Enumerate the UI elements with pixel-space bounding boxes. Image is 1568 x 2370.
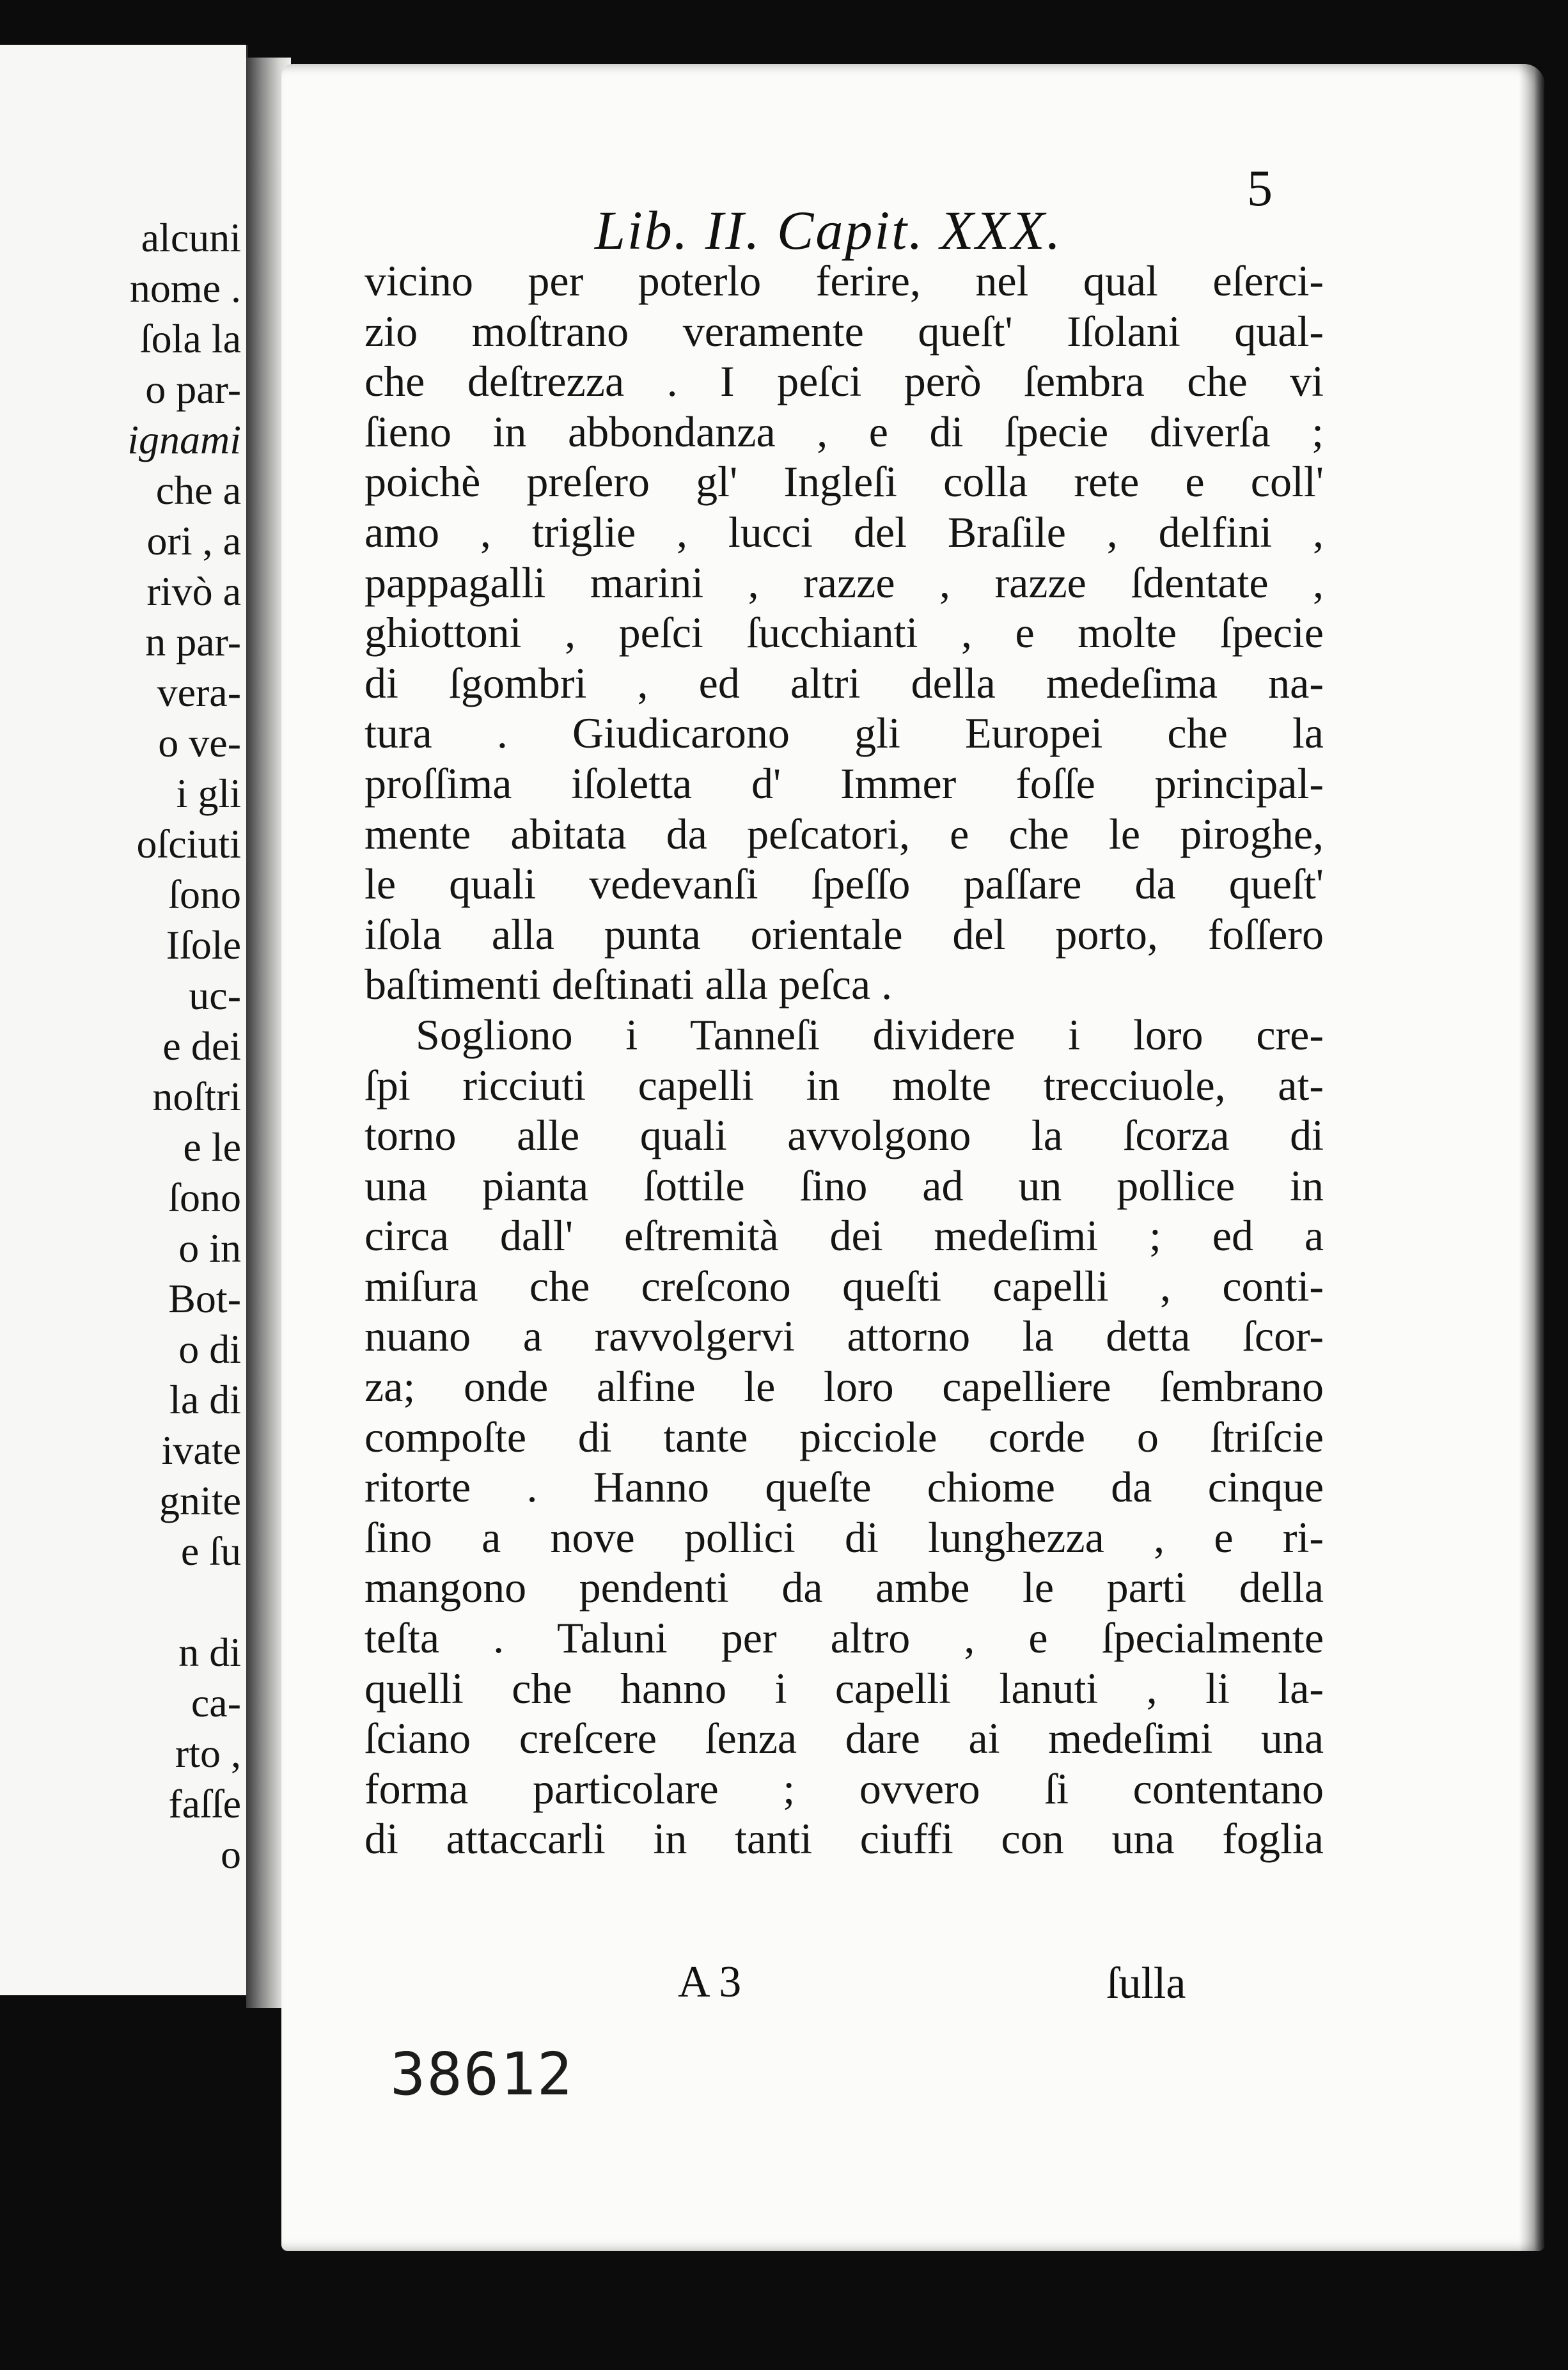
left-page-line: i gli	[176, 771, 241, 816]
text-line: mente abitata da peſcatori, e che le piroghe,	[365, 809, 1324, 858]
text-line: ritorte . Hanno queſte chiome da cinque	[365, 1463, 1324, 1512]
text-line: iſola alla punta orientale del porto, foſſero	[365, 909, 1324, 959]
left-page-line: gnite	[159, 1478, 241, 1523]
left-page-line: la di	[169, 1377, 241, 1422]
text-line: miſura che creſcono queſti capelli , conti-	[365, 1261, 1324, 1310]
text-line: amo , triglie , lucci del Braſile , delfini ,	[365, 507, 1324, 556]
text-line: za; onde alfine le loro capelliere ſembrano	[365, 1362, 1324, 1411]
left-page-line: o di	[178, 1326, 241, 1372]
left-page-line: n par-	[145, 619, 241, 664]
text-line: mangono pendenti da ambe le parti della	[365, 1563, 1324, 1612]
left-page-line: uc-	[189, 973, 241, 1018]
left-page-line: o par-	[145, 366, 241, 412]
text-line: nuano a ravvolgervi attorno la detta ſcor-	[365, 1312, 1324, 1361]
text-line: teſta . Taluni per altro , e ſpecialmente	[365, 1613, 1324, 1663]
body-text	[365, 256, 1324, 1864]
left-page-line: che a	[155, 467, 241, 513]
left-page-line: o ve-	[158, 720, 241, 765]
left-page-line: alcuni	[141, 215, 241, 260]
left-page-line: noſtri	[152, 1074, 241, 1119]
left-page-line: ignami	[127, 417, 241, 462]
left-page-line: Iſole	[166, 922, 241, 968]
text-line: le quali vedevanſi ſpeſſo paſſare da queſt'	[365, 859, 1324, 909]
text-line: ſieno in abbondanza , e di ſpecie diverſa ;	[365, 407, 1324, 456]
left-page-line: ivate	[161, 1427, 241, 1473]
text-line: di attaccarli in tanti ciuffi con una foglia	[365, 1814, 1324, 1864]
page-edge-shadow	[1519, 64, 1544, 2251]
signature-mark: A 3	[678, 1958, 742, 2007]
text-line: ſpi ricciuti capelli in molte trecciuole, at-	[365, 1060, 1324, 1110]
text-line: ſciano creſcere ſenza dare ai medeſimi una	[365, 1714, 1324, 1763]
text-line: ghiottoni , peſci ſucchianti , e molte ſpecie	[365, 608, 1324, 657]
left-page-line: ſono	[168, 1175, 241, 1220]
text-line: tura . Giudicarono gli Europei che la	[365, 709, 1324, 758]
left-page-line: ca-	[191, 1680, 241, 1725]
text-line: pappagalli marini , razze , razze ſdentate ,	[365, 558, 1324, 607]
left-page-line: o	[221, 1832, 241, 1877]
left-page-fragment	[0, 45, 248, 1995]
left-page-line: vera-	[157, 670, 241, 715]
text-line: Sogliono i Tanneſi dividere i loro cre-	[416, 1010, 1324, 1059]
left-page-line: e dei	[162, 1023, 241, 1069]
left-page-line: rto ,	[175, 1730, 241, 1776]
catchword: ſulla	[1106, 1959, 1186, 2008]
left-page-line: ſola la	[139, 316, 241, 361]
left-page-line: ſono	[168, 872, 241, 917]
text-line: torno alle quali avvolgono la ſcorza di	[365, 1111, 1324, 1160]
left-page-line: e le	[183, 1124, 241, 1170]
text-line: una pianta ſottile ſino ad un pollice in	[365, 1161, 1324, 1210]
text-line: baſtimenti deſtinati alla peſca .	[365, 960, 893, 1009]
text-line: proſſima iſoletta d' Immer foſſe principal-	[365, 758, 1324, 808]
left-page-line: nome .	[129, 265, 241, 311]
text-line: circa dall' eſtremità dei medeſimi ; ed a	[365, 1211, 1324, 1260]
left-page-line: rivò a	[146, 569, 241, 614]
text-line: compoſte di tante picciole corde o ſtriſcie	[365, 1412, 1324, 1461]
text-line: quelli che hanno i capelli lanuti , li la-	[365, 1663, 1324, 1713]
text-line: zio moſtrano veramente queſt' Iſolani qual-	[365, 306, 1324, 356]
left-page-line: Bot-	[168, 1276, 241, 1321]
library-stamp: 38612	[390, 2040, 574, 2108]
left-page-line: o in	[178, 1225, 241, 1271]
text-line: forma particolare ; ovvero ſi contentano	[365, 1764, 1324, 1813]
running-title: Lib. II. Capit. XXX.	[595, 200, 1063, 261]
page-number: 5	[1247, 161, 1273, 217]
text-line: vicino per poterlo ferire, nel qual eſerci-	[365, 256, 1324, 305]
left-page-line: faſſe	[168, 1781, 241, 1826]
left-page-line: oſciuti	[136, 821, 241, 867]
left-page-line: e ſu	[180, 1528, 241, 1574]
left-page-line: n di	[178, 1629, 241, 1675]
text-line: che deſtrezza . I peſci però ſembra che vi	[365, 357, 1324, 406]
right-page	[281, 64, 1544, 2251]
left-page-line: ori , a	[146, 518, 241, 563]
text-line: ſino a nove pollici di lunghezza , e ri-	[365, 1512, 1324, 1562]
text-line: poichè preſero gl' Ingleſi colla rete e coll'	[365, 457, 1324, 506]
text-line: di ſgombri , ed altri della medeſima na-	[365, 658, 1324, 707]
